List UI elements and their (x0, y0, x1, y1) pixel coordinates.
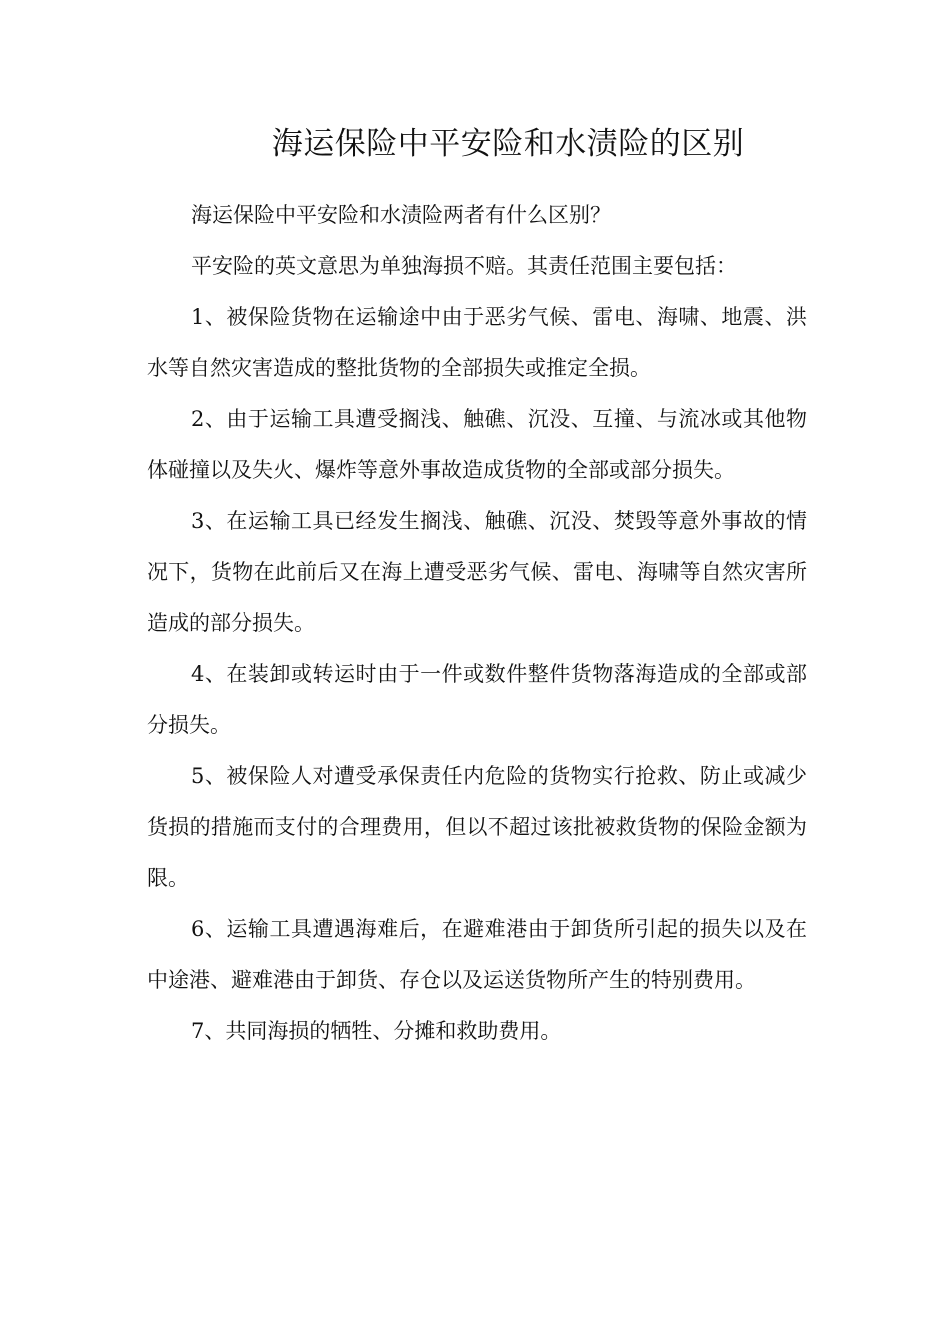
paragraph-item-7: 7、共同海损的牺牲、分摊和救助费用。 (191, 1019, 562, 1043)
document-body (147, 190, 807, 1057)
paragraph-item-6: 6、运输工具遭遇海难后，在避难港由于卸货所引起的损失以及在中途港、避难港由于卸货、存仓以及运送货物所产生的特别费用。 (147, 917, 807, 992)
paragraph-question: 海运保险中平安险和水渍险两者有什么区别？ (191, 203, 611, 227)
paragraph-item-1: 1、被保险货物在运输途中由于恶劣气候、雷电、海啸、地震、洪水等自然灾害造成的整批货物的全部损失或推定全损。 (147, 305, 807, 380)
document-title: 海运保险中平安险和水渍险的区别 (271, 126, 745, 162)
paragraph-item-4: 4、在装卸或转运时由于一件或数件整件货物落海造成的全部或部分损失。 (147, 662, 807, 737)
paragraph-item-3: 3、在运输工具已经发生搁浅、触礁、沉没、焚毁等意外事故的情况下，货物在此前后又在海上遭受恶劣气候、雷电、海啸等自然灾害所造成的部分损失。 (147, 509, 807, 635)
paragraph-intro: 平安险的英文意思为单独海损不赔。其责任范围主要包括： (191, 254, 737, 278)
paragraph-item-5: 5、被保险人对遭受承保责任内危险的货物实行抢救、防止或减少货损的措施而支付的合理费用，但以不超过该批被救货物的保险金额为限。 (147, 764, 807, 890)
paragraph-item-2: 2、由于运输工具遭受搁浅、触礁、沉没、互撞、与流冰或其他物体碰撞以及失火、爆炸等意外事故造成货物的全部或部分损失。 (147, 407, 807, 482)
